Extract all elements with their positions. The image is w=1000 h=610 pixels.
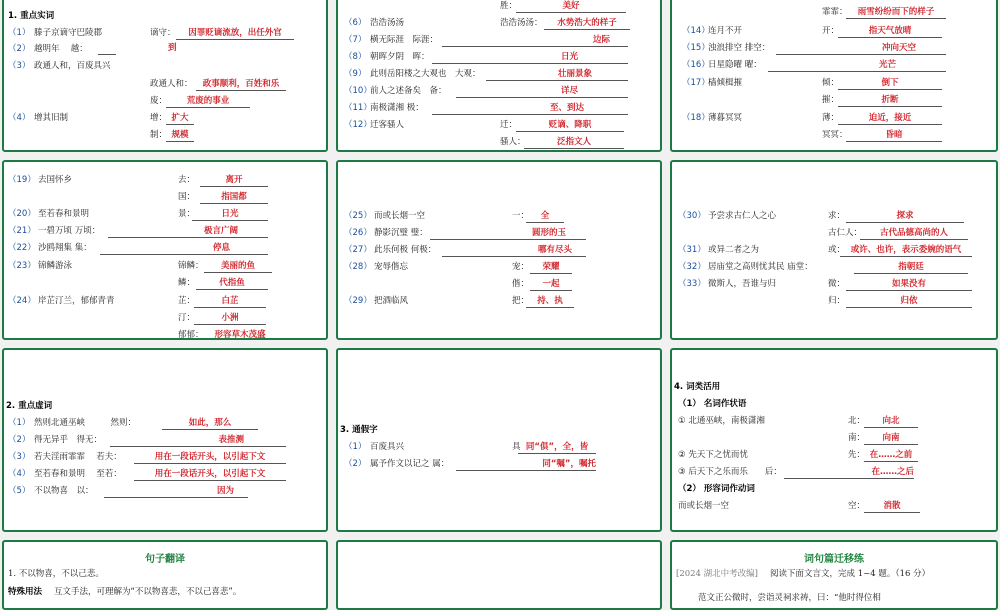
answer: 探求 <box>846 210 964 223</box>
answer: 光芒 <box>768 59 946 72</box>
item-text: 而或长烟一空 <box>374 211 426 221</box>
item-text: 浩浩汤汤 <box>370 18 405 28</box>
item-key: 汀： <box>178 313 196 323</box>
item-num: （10） <box>344 86 372 96</box>
answer: 在……之前 <box>864 449 918 462</box>
item-key: 一： <box>512 211 530 221</box>
section-heading: 4. 词类活用 <box>674 382 721 392</box>
slide-3 <box>670 0 998 152</box>
item-key: 空： <box>848 501 866 511</box>
answer: 至、到达 <box>432 102 628 115</box>
item-num: （18） <box>682 113 710 123</box>
answer: 水势浩大的样子 <box>544 17 630 30</box>
item-text: 朝晖夕阴 晖： <box>370 52 430 62</box>
answer: 详尽 <box>456 85 628 98</box>
answer: 向南 <box>864 432 918 445</box>
answer: 表推测 <box>110 434 286 447</box>
item-num: （29） <box>344 296 372 306</box>
answer: 美好 <box>516 0 626 13</box>
item-num: （16） <box>682 60 710 70</box>
item-num: （30） <box>678 211 706 221</box>
item-num: （15） <box>682 43 710 53</box>
item-num: （20） <box>8 209 36 219</box>
item-num: （2） <box>8 44 31 54</box>
item-key: 芷： <box>178 296 196 306</box>
answer: 雨雪纷纷而下的样子 <box>846 6 946 19</box>
item-key: 胜： <box>500 1 518 11</box>
item-num: （26） <box>344 228 372 238</box>
item-text: 横无际涯 际涯： <box>370 35 439 45</box>
item-text: 若夫淫雨霏霏 若夫： <box>34 452 122 462</box>
passage-text: 范文正公微时，尝诣灵祠求祷，曰：“他时得位相 <box>698 593 881 603</box>
answer: 荣耀 <box>530 261 572 274</box>
item-text: 政通人和，百废具兴 <box>34 61 111 71</box>
item-num: （3） <box>8 61 31 71</box>
item-text: 此则岳阳楼之大观也 大观： <box>370 69 481 79</box>
item-text: 一碧万顷 万顷： <box>38 226 101 236</box>
item-key: 废： <box>150 96 168 106</box>
item-text: 此乐何极 何极： <box>374 245 437 255</box>
answer: 用在一段话开头，以引起下文 <box>134 468 286 481</box>
item-key: 摧： <box>822 95 840 105</box>
sentence-text: 1. 不以物喜，不以己悲。 <box>8 569 104 579</box>
slide-1 <box>2 0 328 152</box>
answer: 日光 <box>192 208 268 221</box>
answer: 在……之后 <box>784 466 914 479</box>
question-desc: 阅读下面文言文，完成 1~4 题。（16 分） <box>770 569 931 579</box>
item-text: 静影沉璧 璧： <box>374 228 428 238</box>
item-num: （2） <box>8 435 31 445</box>
answer: 全 <box>526 210 564 223</box>
item-text: 居庙堂之高则忧其民 庙堂： <box>708 262 813 272</box>
answer: 政事顺利，百姓和乐 <box>196 78 286 91</box>
answer: 昏暗 <box>846 129 942 142</box>
item-text: ② 先天下之忧而忧 <box>678 450 748 460</box>
answer: 迫近，接近 <box>838 112 942 125</box>
answer: 日光 <box>432 51 628 64</box>
section-heading: 3. 通假字 <box>340 425 378 435</box>
item-num: （5） <box>8 486 31 496</box>
item-text: 去国怀乡 <box>38 175 73 185</box>
item-key: 具 <box>512 442 521 452</box>
item-num: （2） <box>344 459 367 469</box>
item-text: 锦鳞游泳 <box>38 261 73 271</box>
item-num: （4） <box>8 469 31 479</box>
item-text: 迁客骚人 <box>370 120 405 130</box>
item-text: 不以物喜 以： <box>34 486 94 496</box>
item-num: （28） <box>344 262 372 272</box>
item-key: 骚人： <box>500 137 526 147</box>
answer: 泛指文人 <box>524 136 624 149</box>
answer: 扩大 <box>166 112 194 125</box>
item-num: （25） <box>344 211 372 221</box>
slide-7 <box>2 348 328 532</box>
answer: 荒废的事业 <box>166 95 250 108</box>
item-key: 锦鳞： <box>178 261 204 271</box>
item-num: （19） <box>8 175 36 185</box>
item-text: ③ 后天下之乐而乐 后： <box>678 467 782 477</box>
item-key: 增： <box>150 113 168 123</box>
special-usage-text: 互文手法，可理解为“不以物喜悲，不以己喜悲”。 <box>54 587 242 597</box>
item-key: 冥冥： <box>822 130 848 140</box>
item-key: 归： <box>828 296 846 306</box>
item-key: 偕： <box>512 279 530 289</box>
item-text: 至若春和景明 至若： <box>34 469 122 479</box>
item-key: 迁： <box>500 120 518 130</box>
answer: 小洲 <box>194 312 266 325</box>
answer: 因罪贬谪流放，出任外官 <box>176 27 294 40</box>
answer: 形容草木茂盛 <box>202 329 278 340</box>
answer: 边际 <box>442 34 628 47</box>
item-num: （3） <box>8 452 31 462</box>
answer: 古代品德高尚的人 <box>860 227 968 240</box>
item-key: 谪守： <box>150 28 176 38</box>
item-text: 得无异乎 得无： <box>34 435 103 445</box>
item-key: 北： <box>848 416 866 426</box>
item-text: 薄暮冥冥 <box>708 113 743 123</box>
answer: 持、执 <box>526 295 574 308</box>
answer: 离开 <box>200 174 268 187</box>
question-source: [2024 湖北中考改编] <box>676 569 758 579</box>
item-text: 沙鸥翔集 集： <box>38 243 92 253</box>
item-text: 而或长烟一空 <box>678 501 730 511</box>
answer: 一起 <box>530 278 572 291</box>
item-key: 国： <box>178 192 196 202</box>
item-num: （22） <box>8 243 36 253</box>
answer: 用在一段话开头，以引起下文 <box>134 451 286 464</box>
item-text: 前人之述备矣 备： <box>370 86 447 96</box>
answer: 壮丽景象 <box>486 68 628 81</box>
answer: 同“俱”，全，皆 <box>518 441 596 454</box>
item-key: 政通人和： <box>150 79 193 89</box>
item-num: （6） <box>344 18 367 28</box>
answer: 因为 <box>104 485 248 498</box>
slide-5 <box>336 160 662 340</box>
slide-title: 词句篇迁移练 <box>804 554 864 565</box>
item-text: 属予作文以记之 属： <box>370 459 450 469</box>
answer: 极言广阔 <box>108 225 268 238</box>
item-key: 薄： <box>822 113 840 123</box>
item-key: 浩浩汤汤： <box>500 18 543 28</box>
item-num: （21） <box>8 226 36 236</box>
item-num: （33） <box>678 279 706 289</box>
item-key: 把： <box>512 296 530 306</box>
item-num: （8） <box>344 52 367 62</box>
item-key: 古仁人： <box>828 228 863 238</box>
answer: 指朝廷 <box>854 261 968 274</box>
item-key: 南： <box>848 433 866 443</box>
item-num: （31） <box>678 245 706 255</box>
item-num: （7） <box>344 35 367 45</box>
answer: 指天气放晴 <box>838 25 942 38</box>
answer: 向北 <box>864 415 918 428</box>
item-num: （4） <box>8 113 31 123</box>
answer: 折断 <box>838 94 942 107</box>
item-num: （12） <box>344 120 372 130</box>
item-num: （1） <box>8 418 31 428</box>
section-heading: 1. 重点实词 <box>8 11 55 21</box>
item-text: 把酒临风 <box>374 296 409 306</box>
item-key: 郁郁： <box>178 330 204 340</box>
answer: 贬谪、降职 <box>516 119 624 132</box>
answer: 代指鱼 <box>196 277 268 290</box>
item-text: 至若春和景明 <box>38 209 90 219</box>
answer: 冲向天空 <box>776 42 946 55</box>
item-text: 然则北通巫峡 然则： <box>34 418 137 428</box>
item-key: 开： <box>822 26 840 36</box>
item-num: （11） <box>344 103 372 113</box>
slide-8 <box>336 348 662 532</box>
slide-4 <box>2 160 328 340</box>
item-text: 或异二者之为 <box>708 245 760 255</box>
answer: 倒下 <box>838 77 942 90</box>
answer: 或许、也许，表示委婉的语气 <box>840 244 972 257</box>
subheading: （2） 形容词作动词 <box>678 484 755 494</box>
item-key: 微： <box>828 279 846 289</box>
item-key: 倾： <box>822 78 840 88</box>
item-num: （23） <box>8 261 36 271</box>
answer: 停息 <box>100 242 268 255</box>
item-key: 景： <box>178 209 196 219</box>
answer: 规模 <box>166 129 194 142</box>
answer: 白芷 <box>194 295 266 308</box>
item-text: 岸芷汀兰，郁郁青青 <box>38 296 115 306</box>
slide-9 <box>670 348 998 532</box>
item-num: （1） <box>8 28 31 38</box>
answer: 美丽的鱼 <box>204 260 272 273</box>
item-key: 去： <box>178 175 196 185</box>
item-text: 百废具兴 <box>370 442 405 452</box>
item-text: 增其旧制 <box>34 113 69 123</box>
answer: 归依 <box>846 295 972 308</box>
answer: 如果没有 <box>846 278 972 291</box>
item-num: （14） <box>682 26 710 36</box>
item-text: 予尝求古仁人之心 <box>708 211 777 221</box>
item-text: 滕子京谪守巴陵郡 <box>34 28 103 38</box>
item-num: （27） <box>344 245 372 255</box>
item-key: 宠： <box>512 262 530 272</box>
item-text: 微斯人，吾谁与归 <box>708 279 777 289</box>
item-key: 或： <box>828 245 846 255</box>
answer: 哪有尽头 <box>442 244 586 257</box>
item-num: （9） <box>344 69 367 79</box>
item-text: 连月不开 <box>708 26 743 36</box>
item-text: 宠辱偕忘 <box>374 262 409 272</box>
item-key: 鳞： <box>178 278 196 288</box>
item-text: 南极潇湘 极： <box>370 103 424 113</box>
special-usage-label: 特殊用法 <box>8 587 43 597</box>
slide-title: 句子翻译 <box>145 554 185 565</box>
slide-6 <box>670 160 998 340</box>
answer: 到 <box>168 43 177 53</box>
section-heading: 2. 重点虚词 <box>6 401 53 411</box>
slide-2 <box>336 0 662 152</box>
item-text: 越明年 越： <box>34 44 88 54</box>
item-text: 日星隐曜 曜： <box>708 60 762 70</box>
answer: 如此，那么 <box>162 417 258 430</box>
answer: 指国都 <box>200 191 268 204</box>
item-key: 霏霏： <box>822 7 848 17</box>
item-text: ① 北通巫峡，南极潇湘 <box>678 416 765 426</box>
item-text: 樯倾楫摧 <box>708 78 743 88</box>
item-num: （1） <box>344 442 367 452</box>
item-text: 浊浪排空 排空： <box>708 43 771 53</box>
answer: 圆形的玉 <box>430 227 586 240</box>
blank-line <box>98 43 116 55</box>
item-key: 先： <box>848 450 866 460</box>
answer: 同“嘱”，嘱托 <box>456 458 596 471</box>
answer: 消散 <box>864 500 920 513</box>
item-key: 制： <box>150 130 168 140</box>
item-num: （32） <box>678 262 706 272</box>
item-key: 求： <box>828 211 846 221</box>
subheading: （1） 名词作状语 <box>678 399 747 409</box>
item-num: （24） <box>8 296 36 306</box>
item-num: （17） <box>682 78 710 88</box>
